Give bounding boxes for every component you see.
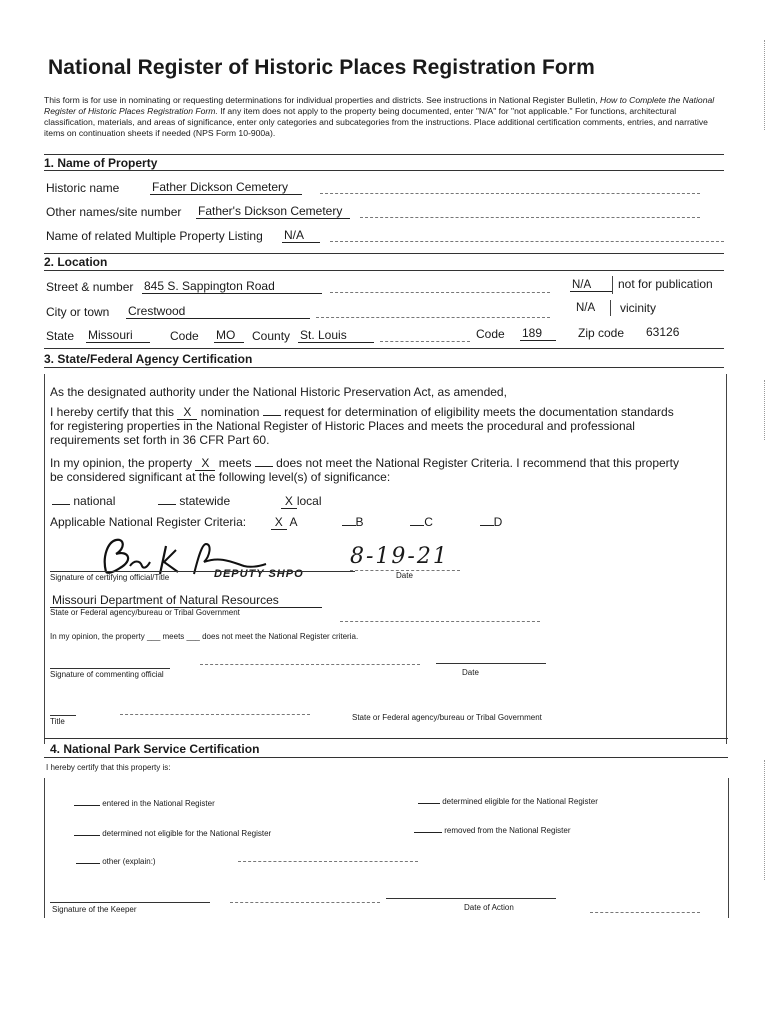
opinion-text-c: does not meet the National Register Criteria. I recommend that this property bbox=[276, 456, 680, 470]
multiple-property-value: N/A bbox=[282, 228, 320, 243]
action-date-line bbox=[386, 898, 556, 899]
instructions-bulletin-title: How to Complete the National Register of Historic Places Registration Form. bbox=[44, 95, 715, 116]
section-4-intro: I hereby certify that this property is: bbox=[46, 763, 171, 772]
section-2-top-rule bbox=[44, 253, 724, 254]
county-label: County bbox=[252, 329, 291, 343]
keeper-signature-label: Signature of the Keeper bbox=[52, 905, 137, 914]
certify-line-1 bbox=[50, 405, 674, 419]
scan-edge-mark-top bbox=[764, 40, 765, 130]
section-4-heading: 4. National Park Service Certification bbox=[50, 742, 260, 756]
state-label: State bbox=[46, 329, 75, 343]
signature-label: Signature of certifying official/Title bbox=[50, 573, 170, 582]
agency-value: Missouri Department of Natural Resources bbox=[50, 593, 322, 608]
section-3-bottom-rule bbox=[44, 367, 724, 368]
section-1-heading: 1. Name of Property bbox=[44, 156, 158, 170]
state-code-value: MO bbox=[214, 328, 244, 343]
certify-line-3: requirements set forth in 36 CFR Part 60. bbox=[50, 433, 270, 447]
option-other-blank bbox=[76, 853, 100, 864]
historic-name-label: Historic name bbox=[46, 181, 120, 195]
multiple-property-line bbox=[330, 241, 724, 242]
comment-signature-line-b bbox=[200, 664, 420, 665]
multiple-property-label: Name of related Multiple Property Listing bbox=[46, 229, 263, 243]
criteria-label: Applicable National Register Criteria: bbox=[50, 515, 247, 529]
section-4-bottom-rule bbox=[44, 757, 728, 758]
local-mark: X bbox=[281, 494, 297, 509]
authority-statement: As the designated authority under the National Historic Preservation Act, as amended, bbox=[50, 385, 507, 399]
vicinity-value: N/A bbox=[576, 302, 596, 314]
certify-text-a: I hereby certify that this bbox=[50, 405, 175, 419]
option-removed-row bbox=[414, 822, 571, 835]
criterion-d: D bbox=[493, 515, 503, 529]
county-code-label: Code bbox=[476, 327, 505, 341]
date-of-action-label: Date of Action bbox=[464, 903, 514, 912]
street-label: Street & number bbox=[46, 280, 134, 294]
form-instructions bbox=[44, 95, 724, 139]
zip-code-label: Zip code bbox=[578, 326, 625, 340]
section-4-right-border bbox=[728, 778, 729, 918]
opinion-line-2: be considered significant at the following level(s) of significance: bbox=[50, 470, 391, 484]
option-not-eligible-row bbox=[74, 825, 271, 838]
signature-line bbox=[50, 571, 355, 572]
criterion-c: C bbox=[424, 515, 433, 529]
instructions-text-2: If any item does not apply to the property being documented, enter "N/A" for "not applicable." For functions, architectural classification, materials, and areas of significance, enter only categories and subcategories from the instructions. Place additional certification comments, entries, and narrative items on continuation sheets if needed (NPS Form 10-900a). bbox=[44, 106, 708, 138]
other-names-label: Other names/site number bbox=[46, 205, 182, 219]
option-entered: entered in the National Register bbox=[102, 799, 215, 808]
comment-signature-line-a bbox=[50, 668, 170, 669]
section-1-top-rule bbox=[44, 154, 724, 155]
option-eligible-blank bbox=[418, 793, 440, 804]
commenting-opinion: In my opinion, the property ___ meets ___ does not meet the National Register criteria. bbox=[50, 632, 359, 641]
section-4-top-rule bbox=[44, 738, 728, 739]
not-for-publication-value: N/A bbox=[570, 279, 612, 292]
other-explain-line bbox=[238, 861, 418, 862]
level-row bbox=[52, 494, 322, 508]
section-1-bottom-rule bbox=[44, 170, 724, 171]
agency-dash-line bbox=[340, 621, 540, 622]
criterion-d-blank bbox=[480, 515, 494, 526]
section-3-right-border bbox=[726, 374, 727, 744]
historic-name-value: Father Dickson Cemetery bbox=[150, 180, 302, 195]
county-value: St. Louis bbox=[298, 328, 374, 343]
section-2-bottom-rule bbox=[44, 270, 724, 271]
commenting-date-label: Date bbox=[462, 668, 479, 677]
city-line bbox=[316, 317, 550, 318]
nomination-mark: X bbox=[177, 405, 197, 420]
option-other-row bbox=[76, 853, 156, 866]
instructions-text-1: This form is for use in nominating or requesting determinations for individual properties and districts. See instructions in National Register Bulletin, bbox=[44, 95, 600, 105]
section-3-heading: 3. State/Federal Agency Certification bbox=[44, 352, 253, 366]
certify-text-b: nomination bbox=[200, 405, 260, 419]
opinion-line-1 bbox=[50, 456, 679, 470]
meets-mark: X bbox=[195, 456, 215, 471]
keeper-signature-line-b bbox=[230, 902, 380, 903]
street-value: 845 S. Sappington Road bbox=[142, 279, 322, 294]
county-line bbox=[380, 341, 470, 342]
state-code-label: Code bbox=[170, 329, 199, 343]
statewide-blank bbox=[158, 494, 176, 505]
option-eligible: determined eligible for the National Register bbox=[442, 797, 598, 806]
street-line bbox=[330, 292, 550, 293]
option-removed: removed from the National Register bbox=[444, 826, 571, 835]
level-national: national bbox=[73, 494, 116, 508]
does-not-meet-blank bbox=[255, 456, 273, 467]
form-title: National Register of Historic Places Registration Form bbox=[48, 56, 595, 79]
other-names-value: Father's Dickson Cemetery bbox=[196, 204, 350, 219]
keeper-trailing-line bbox=[590, 912, 700, 913]
zip-code-value: 63126 bbox=[646, 325, 680, 339]
county-code-value: 189 bbox=[520, 326, 556, 341]
signature-date-label: Date bbox=[396, 571, 413, 580]
nfp-divider bbox=[612, 276, 613, 294]
title-line-b bbox=[120, 714, 310, 715]
other-names-line bbox=[360, 217, 700, 218]
certify-line-2: for registering properties in the National Register of Historic Places and meets the procedural and professional bbox=[50, 419, 635, 433]
option-not-eligible-blank bbox=[74, 825, 100, 836]
section-2-heading: 2. Location bbox=[44, 255, 108, 269]
option-other: other (explain:) bbox=[102, 857, 156, 866]
commenting-agency-label: State or Federal agency/bureau or Tribal Government bbox=[352, 713, 542, 722]
not-for-publication-label: not for publication bbox=[618, 277, 713, 291]
criteria-row bbox=[50, 515, 502, 529]
title-line-a bbox=[50, 715, 76, 716]
vicinity-divider bbox=[610, 300, 611, 316]
scan-edge-mark-bottom bbox=[764, 760, 765, 880]
section-3-top-rule bbox=[44, 348, 724, 349]
criterion-a: A bbox=[289, 515, 297, 529]
signature-title-handwritten: DEPUTY SHPO bbox=[214, 568, 304, 580]
state-value: Missouri bbox=[86, 328, 150, 343]
level-local: local bbox=[296, 494, 322, 508]
scan-edge-mark-mid bbox=[764, 380, 765, 440]
city-label: City or town bbox=[46, 305, 110, 319]
comment-date-line bbox=[436, 663, 546, 664]
criterion-c-blank bbox=[410, 515, 424, 526]
section-3-left-border bbox=[44, 374, 45, 744]
agency-label: State or Federal agency/bureau or Tribal Government bbox=[50, 608, 240, 617]
criterion-a-mark: X bbox=[271, 515, 287, 530]
opinion-text-b: meets bbox=[218, 456, 252, 470]
request-blank bbox=[263, 405, 281, 416]
option-entered-blank bbox=[74, 795, 100, 806]
opinion-text-a: In my opinion, the property bbox=[50, 456, 193, 470]
vicinity-label: vicinity bbox=[620, 301, 657, 315]
keeper-signature-line-a bbox=[50, 902, 210, 903]
signature-date-handwritten: 8-19-21 bbox=[350, 544, 449, 569]
option-eligible-row bbox=[418, 793, 598, 806]
city-value: Crestwood bbox=[126, 304, 310, 319]
criterion-b-blank bbox=[342, 515, 356, 526]
option-entered-row bbox=[74, 795, 215, 808]
option-removed-blank bbox=[414, 822, 442, 833]
level-statewide: statewide bbox=[179, 494, 231, 508]
historic-name-line bbox=[320, 193, 700, 194]
national-blank bbox=[52, 494, 70, 505]
criterion-b: B bbox=[355, 515, 364, 529]
certify-text-c: request for determination of eligibility meets the documentation standards bbox=[284, 405, 674, 419]
option-not-eligible: determined not eligible for the National Register bbox=[102, 829, 272, 838]
title-label: Title bbox=[50, 717, 65, 726]
commenting-signature-label: Signature of commenting official bbox=[50, 670, 164, 679]
section-4-left-border bbox=[44, 778, 45, 918]
